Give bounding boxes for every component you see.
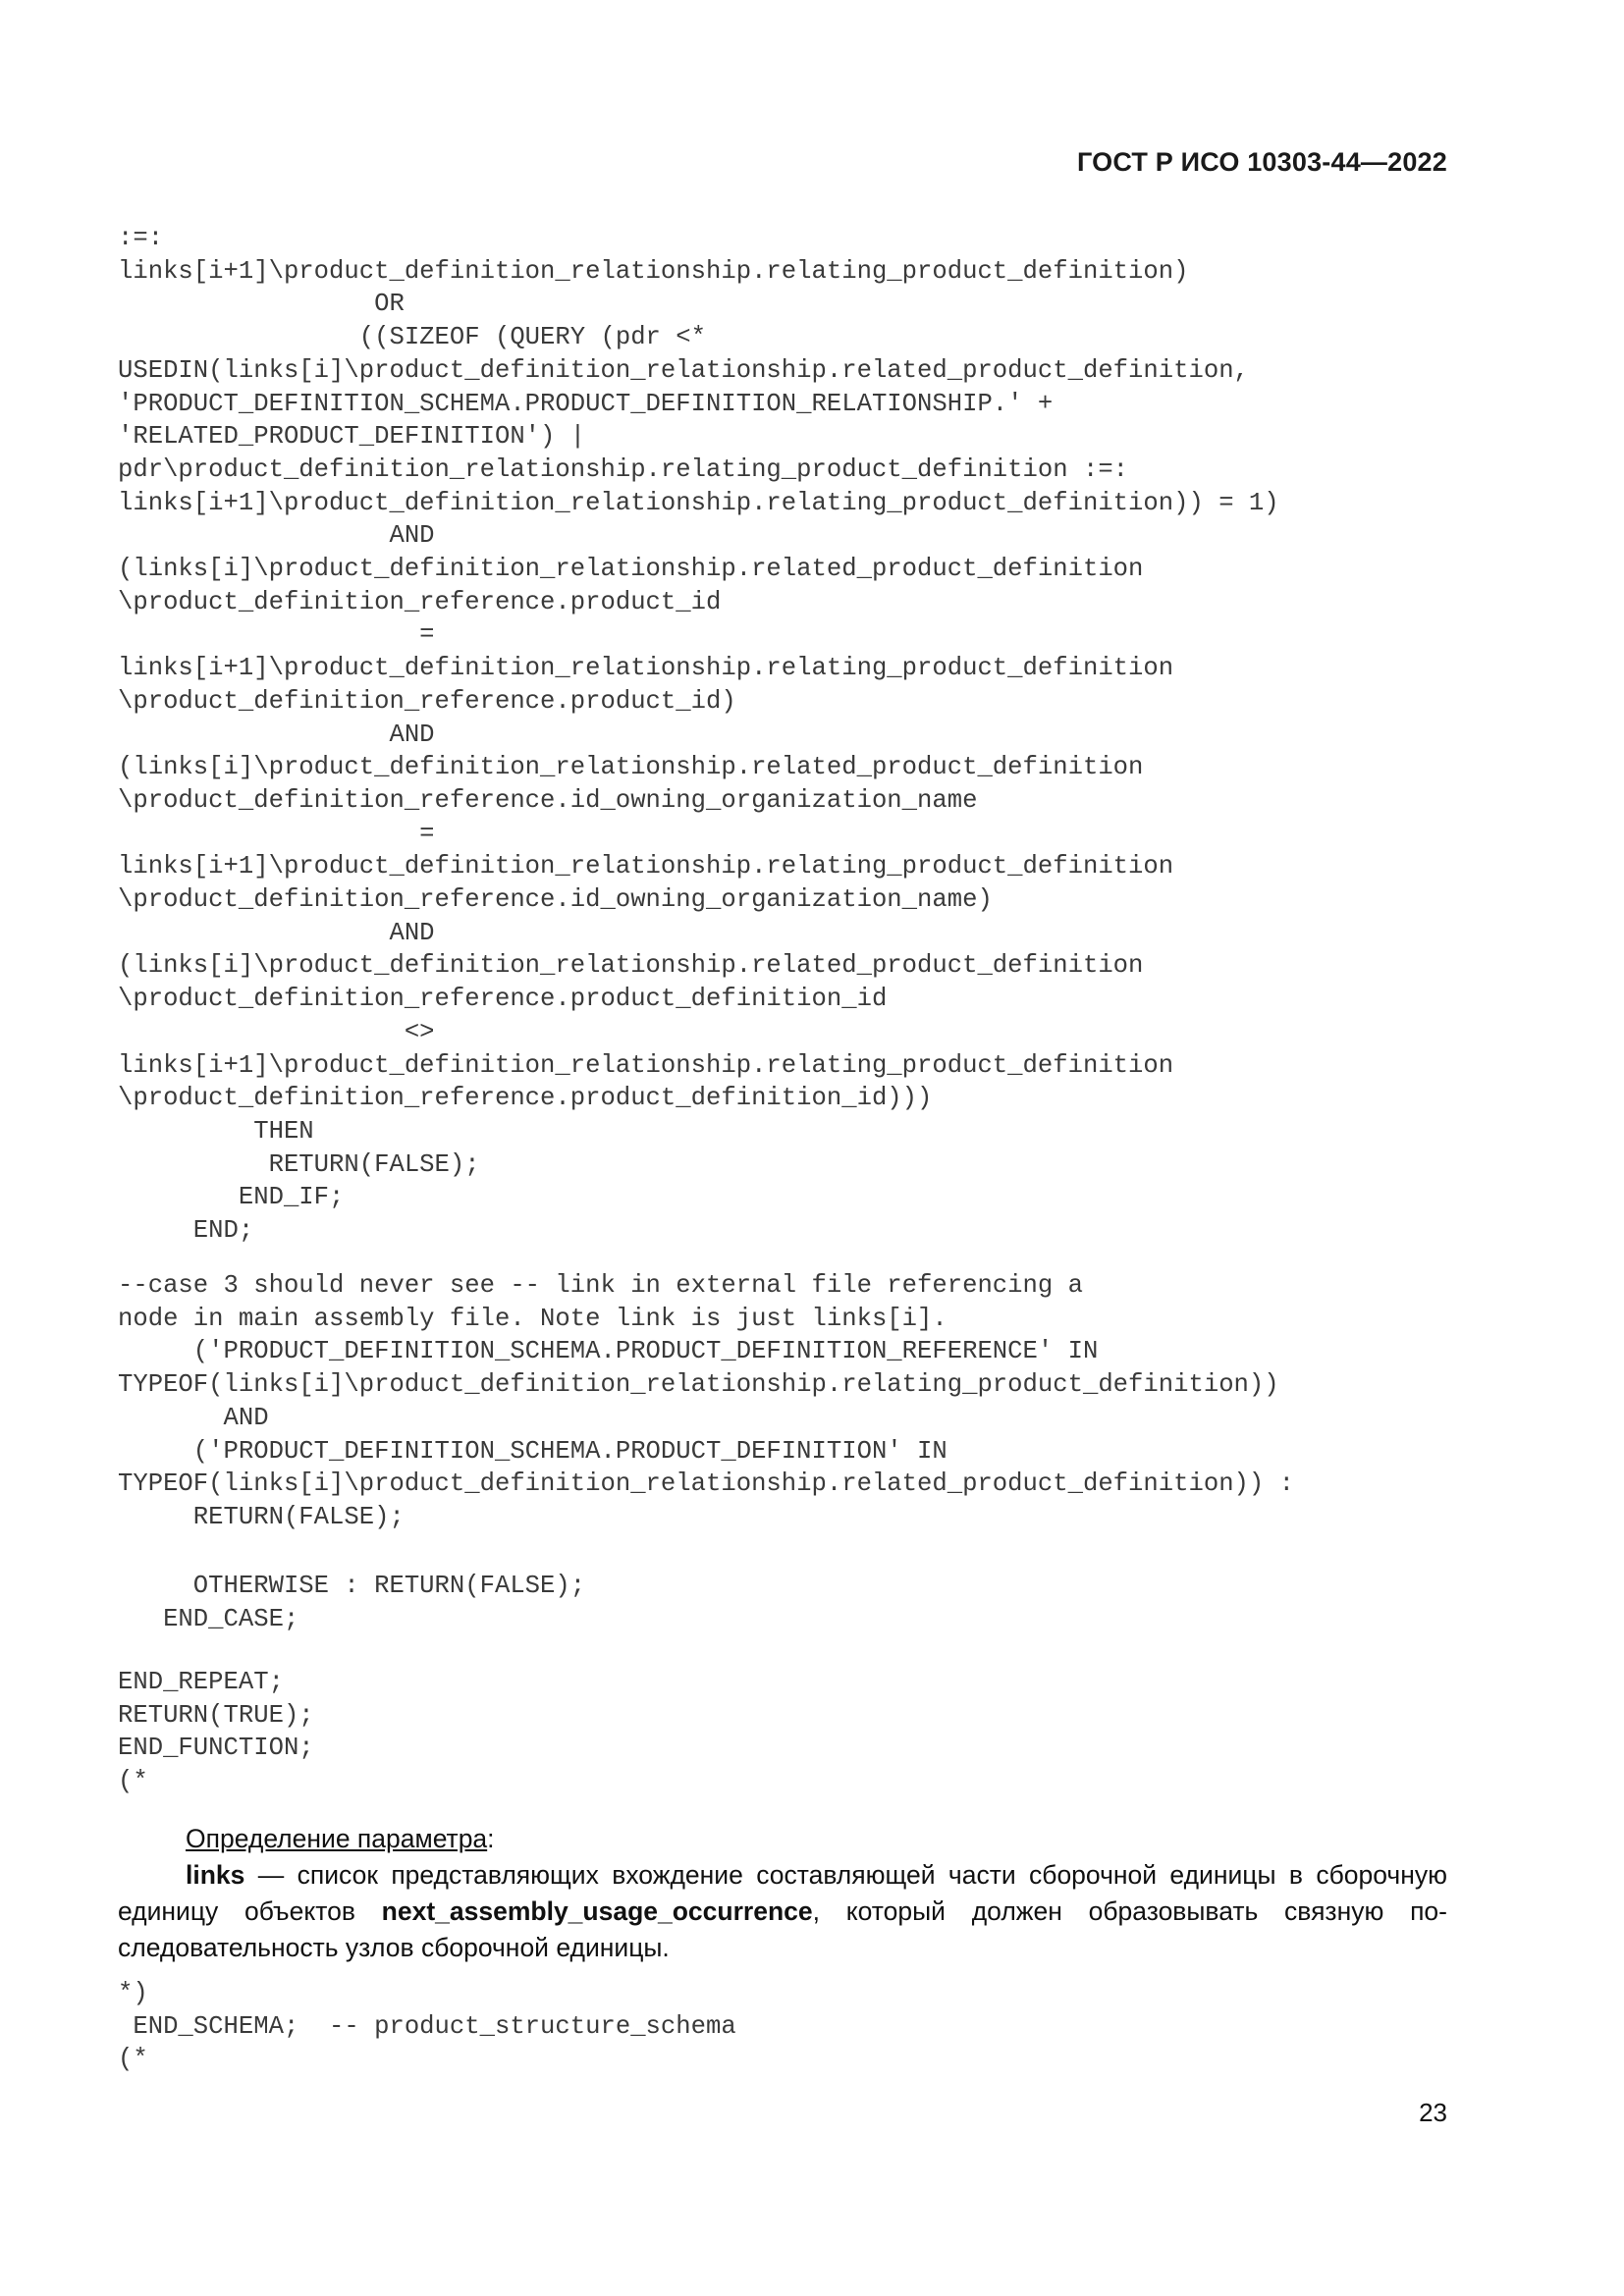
parameter-term: links <box>186 1860 245 1890</box>
parameter-description: — список представляющих вхождение составляющей части сборочной единицы в сборочную единицу объектов <box>118 1860 1447 1926</box>
express-code-block: OTHERWISE : RETURN(FALSE); END_CASE; <box>163 1572 586 1633</box>
express-code-block: *) END_SCHEMA; -- product_structure_schema (* <box>118 1979 736 2074</box>
parameter-description-end: , который должен образовывать связную последовательность узлов сборочной единицы. <box>118 1896 1447 1962</box>
standard-header: ГОСТ Р ИСО 10303-44—2022 <box>1077 147 1447 177</box>
parameter-definition-heading <box>118 1821 1447 1857</box>
parameter-definition-heading-text: Определение параметра <box>186 1824 488 1853</box>
page-number: 23 <box>1419 2098 1447 2127</box>
parameter-definition-body <box>118 1857 1447 1966</box>
express-code-block: --case 3 should never see -- link in external file referencing a node in main assembly file. Note link is just links[i]. ('PRODUCT_DEFINITION_SCHEMA.PRODUCT_DEFINITION_REFERENCE' IN TYPEOF(links[i]\product_definition_relationship.relating_product_definition)) AND ('PRODUCT_DEFINITION_SCHEMA.PRODUCT_DEFINITION' IN TYPEOF(links[i]\product_definition_relationship.related_product_definition)) : RETURN(FALSE); <box>118 1271 1294 1531</box>
entity-name: next_assembly_usage_occurrence <box>381 1896 813 1926</box>
express-code-block: END_REPEAT; RETURN(TRUE); END_FUNCTION; (* <box>118 1668 314 1796</box>
express-code-block: :=: links[i+1]\product_definition_relationship.relating_product_definition) OR ((SIZEOF (QUERY (pdr <* USEDIN(links[i]\product_definition_relationship.related_product_definition, 'PRODUCT_DEFINITION_SCHEMA.PRODUCT_DEFINITION_RELATIONSHIP.' + 'RELATED_PRODUCT_DEFINITION') | pdr\product_definition_relationship.relating_product_definition :=: links[i+1]\product_definition_relationship.relating_product_definition)) = 1) AND (links[i]\product_definition_relationship.related_product_definition \product_definition_reference.product_id = links[i+1]\product_definition_relationship.relating_product_definition \product_definition_reference.product_id) AND (links[i]\product_definition_relationship.related_product_definition \product_definition_reference.id_owning_organization_name = links[i+1]\product_definition_relationship.relating_product_definition \product_definition_reference.id_owning_organization_name) AND (links[i]\product_definition_relationship.related_product_definition \product_definition_reference.product_definition_id <> links[i+1]\product_definition_relationship.relating_product_definition \product_definition_reference.product_definition_id))) THEN RETURN(FALSE); END_IF; END; <box>118 224 1279 1246</box>
heading-colon: : <box>487 1824 495 1853</box>
